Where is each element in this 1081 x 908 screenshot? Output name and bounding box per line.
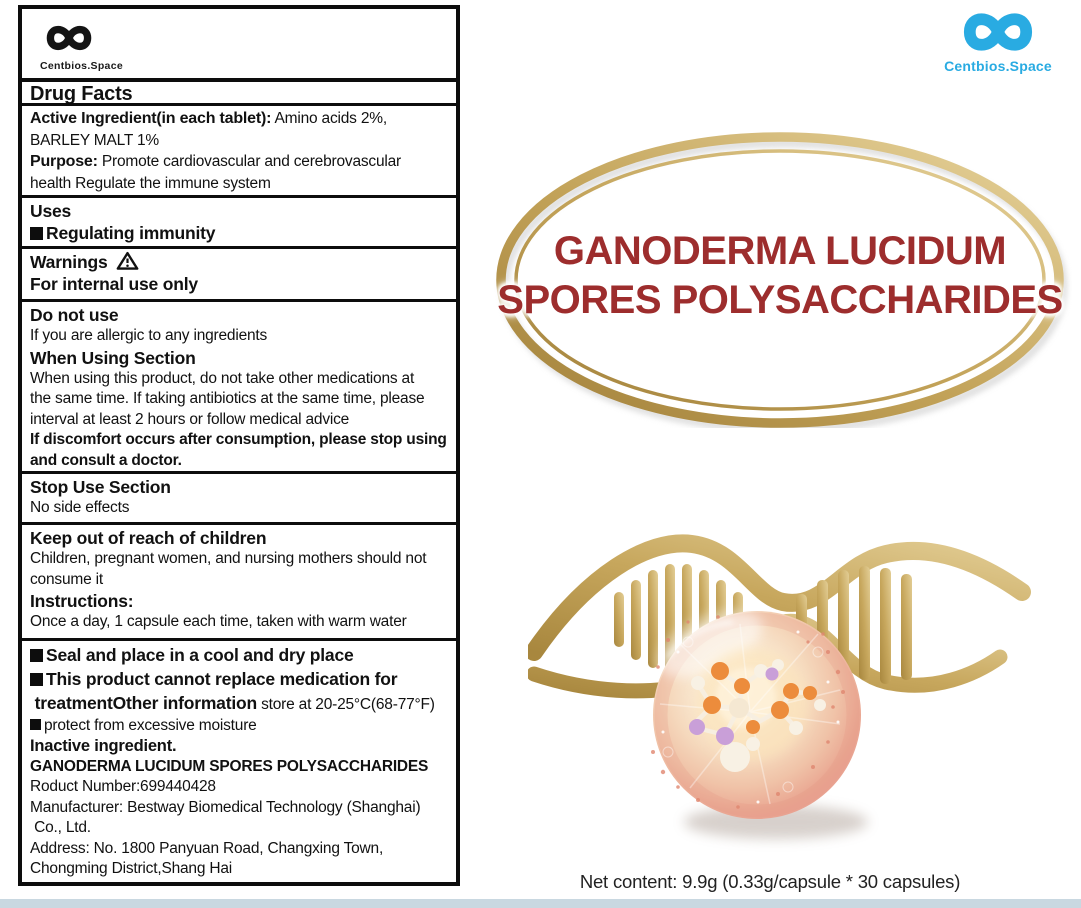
do-not-use-line: If you are allergic to any ingredients	[30, 327, 268, 344]
bullet-square-icon	[30, 649, 43, 662]
purpose-value: Promote cardiovascular and cerebrovascular	[97, 153, 402, 170]
stop-use-heading: Stop Use Section	[30, 477, 171, 497]
when-using-heading: When Using Section	[30, 347, 196, 368]
net-content-text: Net content: 9.9g (0.33g/capsule * 30 capsules)	[579, 871, 961, 892]
infinity-logo-icon-cyan	[951, 4, 1045, 60]
keep-out-heading: Keep out of reach of children	[30, 528, 267, 548]
product-title	[466, 227, 1081, 325]
drug-facts-panel	[18, 5, 460, 886]
storage-line-1: Seal and place in a cool and dry place	[46, 645, 354, 665]
bottom-edge-bar	[0, 899, 1081, 908]
warnings-heading: Warnings	[30, 252, 108, 272]
other-information-section	[22, 641, 456, 882]
active-ingredient-value-2: BARLEY MALT 1%	[30, 131, 160, 149]
warnings-line: For internal use only	[30, 274, 198, 294]
brand-name-right: Centbios.Space	[944, 58, 1052, 74]
drug-facts-title: Drug Facts	[30, 83, 133, 105]
brand-block-right	[942, 4, 1054, 74]
inactive-ingredient-heading: Inactive ingredient.	[30, 737, 177, 755]
uses-section	[22, 198, 456, 249]
keep-out-of-reach-section	[22, 525, 456, 641]
purpose-label: Purpose:	[30, 153, 98, 170]
discomfort-line-1: If discomfort occurs after consumption, please stop using	[30, 431, 447, 448]
keep-out-line-2: consume it	[30, 570, 103, 588]
address-line-1: Address: No. 1800 Panyuan Road, Changxing Town,	[30, 839, 384, 857]
when-using-line-2: the same time. If taking antibiotics at the same time, please	[30, 390, 425, 407]
drug-facts-title-section	[22, 82, 456, 106]
warnings-section	[22, 249, 456, 302]
active-ingredient-section	[22, 106, 456, 198]
bullet-square-icon	[30, 227, 43, 240]
do-not-use-heading: Do not use	[30, 305, 119, 325]
when-using-line-1: When using this product, do not take other medications at	[30, 369, 415, 387]
uses-item: Regulating immunity	[46, 223, 216, 243]
purpose-value-2: health Regulate the immune system	[30, 174, 271, 192]
stop-use-line: No side effects	[30, 499, 130, 516]
warning-icon	[116, 251, 139, 271]
manufacturer-line-1: Manufacturer: Bestway Biomedical Technology (Shanghai)	[30, 798, 421, 816]
uses-heading: Uses	[30, 201, 72, 221]
brand-logo-section	[22, 9, 456, 82]
do-not-use-section	[22, 302, 456, 474]
infinity-logo-icon	[38, 17, 100, 59]
dna-sphere-graphic	[528, 522, 1081, 892]
replace-medication-line: This product cannot replace medication for	[46, 669, 398, 689]
stop-use-section	[22, 474, 456, 525]
product-number-line: Roduct Number:699440428	[30, 778, 216, 795]
keep-out-line-1: Children, pregnant women, and nursing mothers should not	[30, 550, 427, 567]
moisture-line: protect from excessive moisture	[44, 716, 257, 734]
active-ingredient-label: Active Ingredient(in each tablet):	[30, 110, 272, 127]
manufacturer-line-2: Co., Ltd.	[30, 819, 91, 836]
inactive-ingredient-value: GANODERMA LUCIDUM SPORES POLYSACCHARIDES	[30, 758, 429, 775]
other-information-label: treatmentOther information	[30, 693, 257, 713]
product-sphere	[648, 597, 861, 819]
address-line-2: Chongming District,Shang Hai	[30, 860, 233, 877]
brand-name-left: Centbios.Space	[40, 60, 123, 72]
when-using-line-3: interval at least 2 hours or follow medical advice	[30, 410, 350, 428]
instructions-heading: Instructions:	[30, 591, 134, 611]
product-title-line-1: GANODERMA LUCIDUM	[553, 229, 1007, 273]
discomfort-line-2: and consult a doctor.	[30, 451, 182, 469]
product-title-line-2: SPORES POLYSACCHARIDES	[497, 278, 1063, 322]
active-ingredient-value: Amino acids 2%,	[271, 110, 387, 127]
bullet-square-icon	[30, 719, 41, 730]
store-temp-text: store at 20-25°C(68-77°F)	[256, 696, 435, 713]
instructions-line: Once a day, 1 capsule each time, taken with warm water	[30, 613, 407, 630]
bullet-square-icon	[30, 673, 43, 686]
